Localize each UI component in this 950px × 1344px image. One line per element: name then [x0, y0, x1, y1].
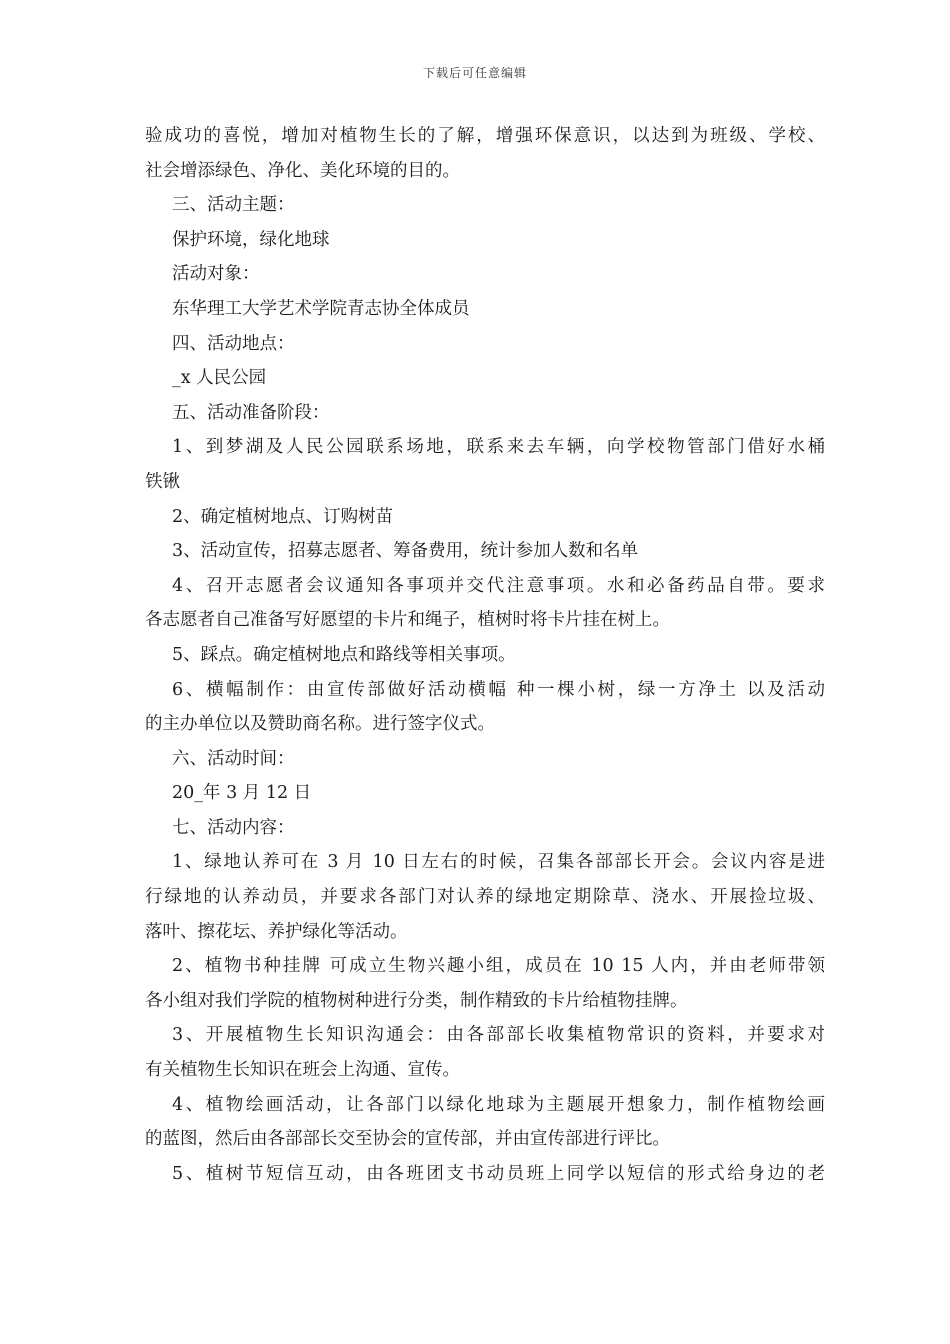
paragraph-line: 五、活动准备阶段： — [172, 402, 330, 423]
document-body — [145, 119, 825, 1191]
paragraph-line: 2、植物书种挂牌 可成立生物兴趣小组，成员在 10 15 人内，并由老师带领 — [172, 956, 825, 977]
paragraph-line: 5、植树节短信互动，由各班团支书动员班上同学以短信的形式给身边的老 — [172, 1163, 825, 1184]
paragraph-line: 的蓝图，然后由各部部长交至协会的宣传部，并由宣传部进行评比。 — [145, 1129, 670, 1150]
page-header-note: 下载后可任意编辑 — [422, 66, 527, 80]
paragraph-line: 六、活动时间： — [172, 748, 295, 769]
paragraph-line: 的主办单位以及赞助商名称。进行签字仪式。 — [145, 714, 495, 735]
paragraph-line: 3、活动宣传，招募志愿者、筹备费用，统计参加人数和名单 — [172, 541, 639, 562]
paragraph-line: 验成功的喜悦，增加对植物生长的了解，增强环保意识，以达到为班级、学校、 — [145, 126, 825, 146]
paragraph-line: 20_年 3 月 12 日 — [172, 783, 312, 804]
paragraph-line: 有关植物生长知识在班会上沟通、宣传。 — [145, 1060, 460, 1081]
paragraph-line: 1、绿地认养可在 3 月 10 日左右的时候，召集各部部长开会。会议内容是进 — [172, 852, 825, 873]
paragraph-line: 4、植物绘画活动，让各部门以绿化地球为主题展开想象力，制作植物绘画 — [172, 1094, 825, 1115]
paragraph-line: 3、开展植物生长知识沟通会：由各部部长收集植物常识的资料，并要求对 — [172, 1025, 825, 1046]
paragraph-line: 保护环境，绿化地球 — [172, 229, 330, 250]
paragraph-line: 各小组对我们学院的植物树种进行分类，制作精致的卡片给植物挂牌。 — [145, 990, 688, 1011]
paragraph-line: 铁锹 — [145, 471, 180, 492]
paragraph-line: _x 人民公园 — [172, 368, 267, 389]
paragraph-line: 七、活动内容： — [172, 817, 295, 838]
paragraph-line: 4、召开志愿者会议通知各事项并交代注意事项。水和必备药品自带。要求 — [172, 575, 825, 596]
paragraph-line: 5、踩点。确定植树地点和路线等相关事项。 — [172, 644, 516, 665]
paragraph-line: 行绿地的认养动员，并要求各部门对认养的绿地定期除草、浇水、开展捡垃圾、 — [145, 887, 825, 908]
paragraph-line: 2、确定植树地点、订购树苗 — [172, 506, 394, 527]
paragraph-line: 东华理工大学艺术学院青志协全体成员 — [172, 298, 470, 319]
paragraph-line: 四、活动地点： — [172, 333, 295, 354]
paragraph-line: 6、横幅制作：由宣传部做好活动横幅 种一棵小树，绿一方净土 以及活动 — [172, 679, 825, 700]
paragraph-line: 1、到梦湖及人民公园联系场地，联系来去车辆，向学校物管部门借好水桶 — [172, 437, 825, 458]
paragraph-line: 落叶、擦花坛、养护绿化等活动。 — [145, 921, 408, 942]
paragraph-line: 三、活动主题： — [172, 195, 295, 216]
paragraph-line: 活动对象： — [172, 264, 260, 285]
paragraph-line: 社会增添绿色、净化、美化环境的目的。 — [145, 160, 460, 181]
paragraph-line: 各志愿者自己准备写好愿望的卡片和绳子，植树时将卡片挂在树上。 — [145, 610, 670, 631]
